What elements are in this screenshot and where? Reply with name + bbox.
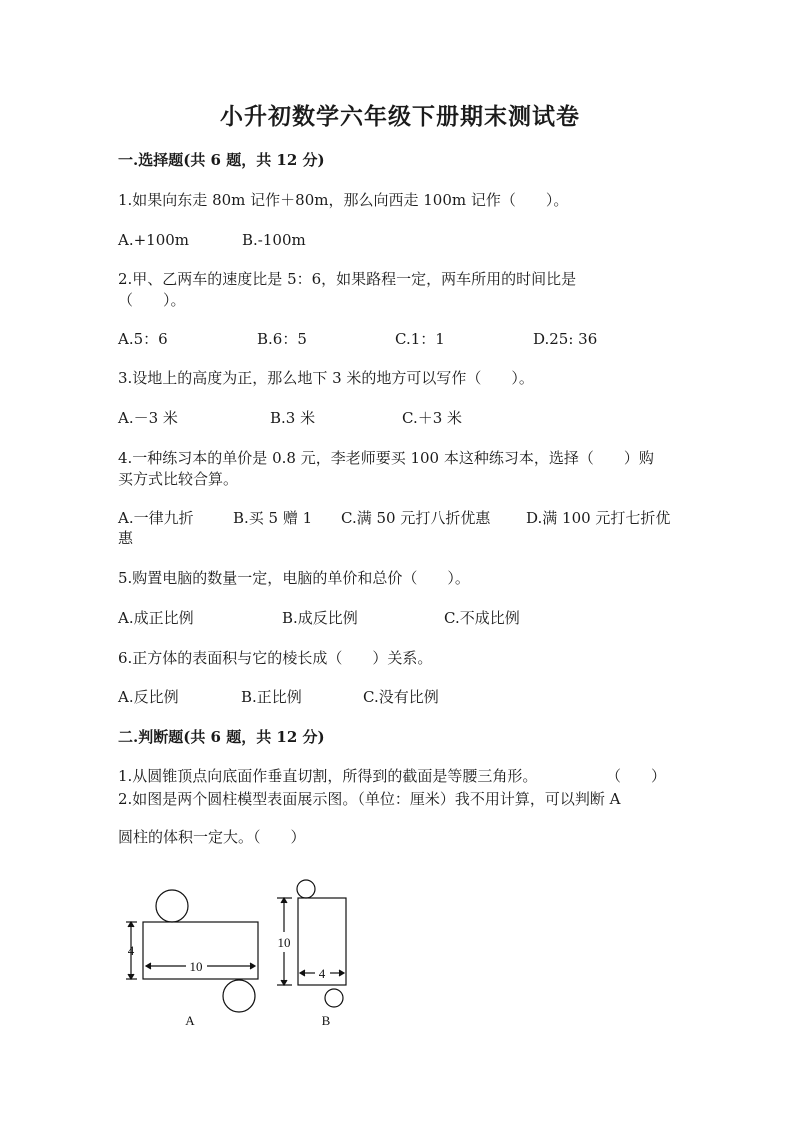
q3-option-c: C.＋3 米 (402, 409, 463, 427)
q2-option-d: D.25: 36 (533, 330, 598, 348)
question-4-text-cont: 买方式比较合算。 (118, 470, 239, 488)
q2-option-c: C.1：1 (395, 330, 445, 348)
question-2-text: 2.甲、乙两车的速度比是 5：6，如果路程一定，两车所用的时间比是 (118, 270, 577, 288)
net-a-height-label: 4 (127, 943, 135, 958)
net-a-label: A (185, 1013, 195, 1028)
net-b-height-label: 10 (277, 935, 291, 950)
net-a-width-label: 10 (189, 959, 203, 974)
page-title: 小升初数学六年级下册期末测试卷 (220, 103, 580, 130)
judge-question-1-text: 1.从圆锥顶点向底面作垂直切割，所得到的截面是等腰三角形。 (118, 767, 538, 785)
q4-option-d: D.满 100 元打七折优 (526, 509, 671, 527)
q5-option-a: A.成正比例 (118, 609, 194, 627)
q4-option-b: B.买 5 赠 1 (233, 509, 313, 527)
net-b-label: B (321, 1013, 331, 1028)
question-6-text: 6.正方体的表面积与它的棱长成（ ）关系。 (118, 649, 433, 667)
q1-option-b: B.-100m (242, 231, 306, 249)
q5-option-c: C.不成比例 (444, 609, 520, 627)
question-5-text: 5.购置电脑的数量一定，电脑的单价和总价（ ）。 (118, 569, 470, 587)
question-3-text: 3.设地上的高度为正，那么地下 3 米的地方可以写作（ ）。 (118, 369, 534, 387)
q4-option-a: A.一律九折 (118, 509, 194, 527)
q4-option-c: C.满 50 元打八折优惠 (341, 509, 491, 527)
q5-option-b: B.成反比例 (282, 609, 358, 627)
q3-option-b: B.3 米 (270, 409, 316, 427)
q3-option-a: A.－3 米 (118, 409, 178, 427)
q2-option-a: A.5：6 (118, 330, 168, 348)
judge-question-2-text: 2.如图是两个圆柱模型表面展示图。（单位：厘米）我不用计算，可以判断 A (118, 790, 621, 808)
net-b-width-label: 4 (318, 966, 326, 981)
q4-option-d-wrap: 惠 (118, 529, 134, 547)
judge-question-1-bracket: （ ） (606, 767, 667, 785)
question-1-text: 1.如果向东走 80m 记作＋80m，那么向西走 100m 记作（ ）。 (118, 191, 569, 209)
q2-option-b: B.6：5 (257, 330, 307, 348)
q1-option-a: A.+100m (118, 231, 190, 249)
question-4-text: 4.一种练习本的单价是 0.8 元，李老师要买 100 本这种练习本，选择（ ）购 (118, 449, 654, 467)
question-2-text-cont: （ ）。 (118, 291, 186, 309)
judge-question-2-text-cont: 圆柱的体积一定大。（ ） (118, 828, 306, 846)
cylinder-nets-figure (0, 870, 800, 1040)
section-heading-judge: 二.判断题(共 6 题，共 12 分) (118, 728, 325, 746)
net-b-bottom-circle (325, 989, 343, 1007)
section-heading-choice: 一.选择题(共 6 题，共 12 分) (118, 151, 325, 169)
q6-option-a: A.反比例 (118, 688, 179, 706)
q6-option-b: B.正比例 (241, 688, 302, 706)
net-a-top-circle (156, 890, 188, 922)
net-b-top-circle (297, 880, 315, 898)
q6-option-c: C.没有比例 (363, 688, 439, 706)
net-a-bottom-circle (223, 980, 255, 1012)
cylinder-net-a (126, 890, 258, 1012)
